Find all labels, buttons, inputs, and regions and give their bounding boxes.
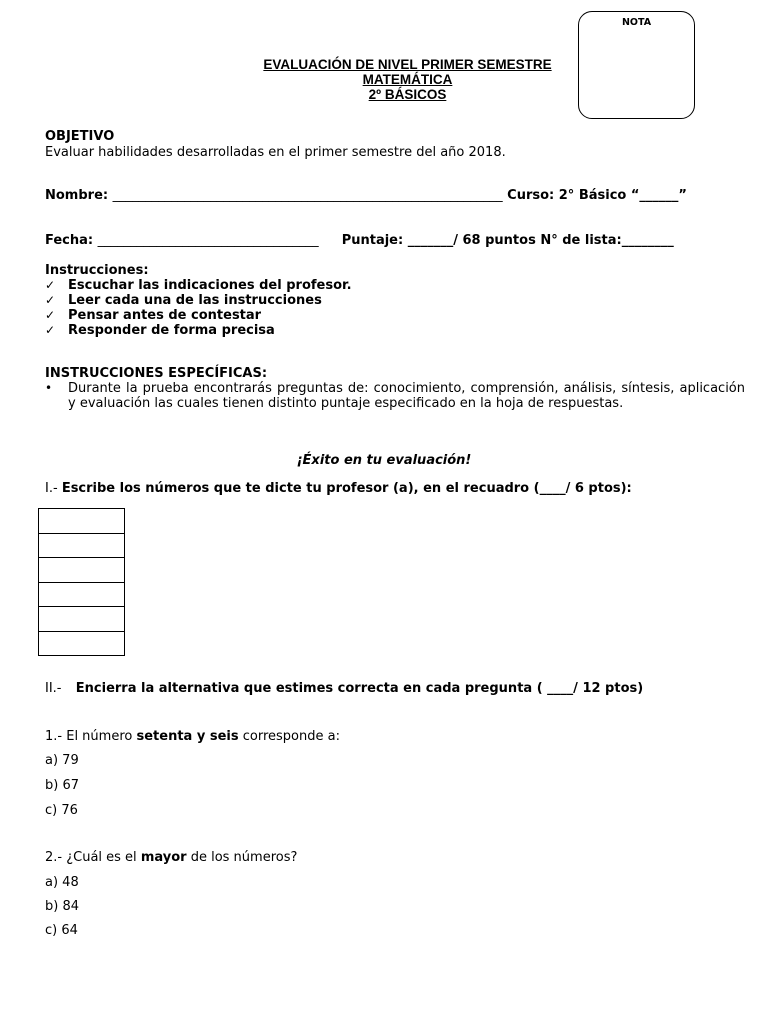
list-item: ✓ Pensar antes de contestar	[45, 308, 262, 323]
answer-cell[interactable]	[39, 558, 125, 583]
question-1-prefix: 1.- El número	[45, 729, 137, 744]
question-2	[45, 850, 297, 865]
section-1-numeral: I.-	[45, 481, 58, 496]
section-2-numeral: II.-	[45, 681, 62, 696]
question-2-option-b[interactable]: b) 84	[45, 899, 79, 914]
question-2-prefix: 2.- ¿Cuál es el	[45, 850, 141, 865]
table-row	[39, 558, 125, 583]
instrucciones-heading: Instrucciones:	[45, 263, 149, 278]
nombre-field[interactable]: ____________________________________________________________	[112, 188, 503, 203]
check-icon: ✓	[45, 323, 56, 337]
table-row	[39, 533, 125, 558]
title-line-2: MATEMÁTICA	[362, 72, 453, 87]
nota-box	[578, 11, 695, 119]
nombre-row	[45, 188, 687, 203]
answer-cell[interactable]	[39, 509, 125, 534]
curso-field[interactable]: Curso: 2° Básico “______”	[507, 188, 687, 203]
table-row	[39, 607, 125, 632]
question-2-option-a[interactable]: a) 48	[45, 875, 79, 890]
question-1-suffix: corresponde a:	[238, 729, 340, 744]
section-2-text: Encierra la alternativa que estimes correcta en cada pregunta ( ____/ 12 ptos)	[75, 681, 644, 696]
section-1-text: Escribe los números que te dicte tu profesor (a), en el recuadro (____/ 6 ptos):	[61, 481, 632, 496]
check-icon: ✓	[45, 308, 56, 322]
especificas-bullet	[45, 381, 745, 411]
fecha-field[interactable]: __________________________________	[97, 233, 319, 248]
section-1-heading	[45, 481, 632, 496]
nombre-label: Nombre:	[45, 188, 109, 203]
answer-cell[interactable]	[39, 533, 125, 558]
check-icon: ✓	[45, 278, 56, 292]
number-answer-table	[38, 508, 125, 656]
fecha-row	[45, 233, 674, 248]
question-1	[45, 729, 340, 744]
table-row	[39, 631, 125, 656]
question-2-suffix: de los números?	[186, 850, 298, 865]
list-item: ✓ Escuchar las indicaciones del profesor.	[45, 278, 352, 293]
nota-label: NOTA	[621, 17, 652, 28]
table-row	[39, 509, 125, 534]
question-1-option-b[interactable]: b) 67	[45, 778, 79, 793]
answer-cell[interactable]	[39, 607, 125, 632]
instrucciones-list	[45, 278, 352, 338]
section-2-heading	[45, 681, 643, 696]
exito-message: ¡Éxito en tu evaluación!	[296, 453, 472, 468]
question-1-emphasis: setenta y seis	[136, 729, 239, 744]
title-line-3: 2º BÁSICOS	[368, 87, 447, 102]
especificas-heading: INSTRUCCIONES ESPECÍFICAS:	[45, 366, 268, 381]
fecha-label: Fecha:	[45, 233, 94, 248]
table-row	[39, 582, 125, 607]
question-2-emphasis: mayor	[140, 850, 187, 865]
list-item: ✓ Leer cada una de las instrucciones	[45, 293, 322, 308]
especificas-text: Durante la prueba encontrarás preguntas de: conocimiento, comprensión, análisis, síntesis, aplicación y evaluación las cuales tienen distinto puntaje especificado en la hoja de respuestas.	[68, 381, 745, 411]
puntaje-field[interactable]: Puntaje: _______/ 68 puntos N° de lista:________	[341, 233, 674, 248]
question-1-option-c[interactable]: c) 76	[45, 803, 78, 818]
bullet-icon: •	[45, 381, 53, 395]
document-title	[230, 57, 585, 102]
list-item: ✓ Responder de forma precisa	[45, 323, 275, 338]
objetivo-text: Evaluar habilidades desarrolladas en el primer semestre del año 2018.	[45, 145, 506, 160]
question-2-option-c[interactable]: c) 64	[45, 923, 78, 938]
check-icon: ✓	[45, 293, 56, 307]
objetivo-heading: OBJETIVO	[45, 129, 115, 144]
answer-cell[interactable]	[39, 631, 125, 656]
answer-cell[interactable]	[39, 582, 125, 607]
title-line-1: EVALUACIÓN DE NIVEL PRIMER SEMESTRE	[263, 57, 552, 72]
question-1-option-a[interactable]: a) 79	[45, 753, 79, 768]
